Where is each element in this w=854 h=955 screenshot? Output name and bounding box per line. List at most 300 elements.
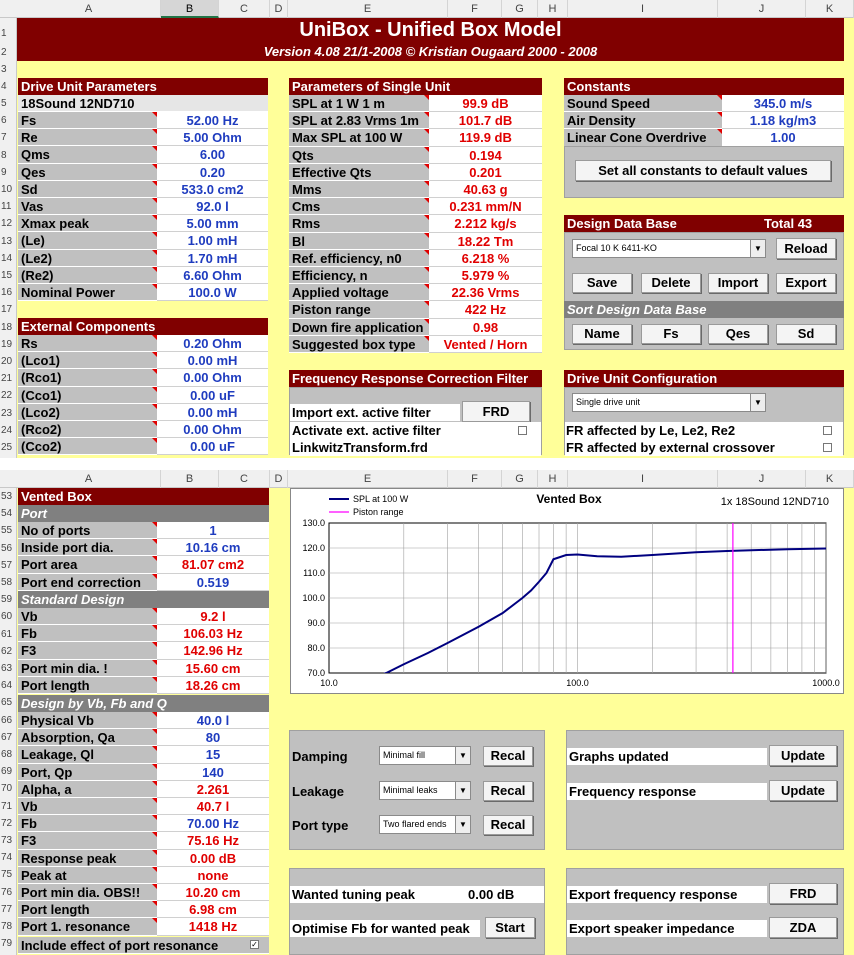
single-unit-label: Ref. efficiency, n0 — [289, 250, 429, 267]
single-unit-row — [289, 215, 542, 232]
optimise-start-button[interactable]: Start — [485, 917, 535, 938]
database-total: Total 43 — [764, 216, 813, 231]
row-header[interactable]: 20 — [1, 356, 13, 367]
constant-row — [564, 112, 844, 129]
design-param-value[interactable]: 75.16 Hz — [157, 832, 269, 849]
design-param-row — [18, 729, 269, 746]
delete-button[interactable]: Delete — [641, 273, 701, 293]
design-param-label: Leakage, Ql — [18, 746, 157, 763]
drive-param-value[interactable]: 1.00 mH — [157, 232, 268, 249]
external-comp-row — [18, 387, 268, 404]
database-select-value: Focal 10 K 6411-KO — [576, 243, 657, 253]
row-header[interactable]: 57 — [1, 559, 13, 571]
column-header[interactable]: C — [219, 0, 270, 18]
port-param-label: Port area — [18, 556, 157, 573]
row-header[interactable]: 11 — [1, 201, 12, 213]
x-tick-label: 100.0 — [566, 678, 589, 688]
column-header[interactable]: E — [288, 470, 448, 488]
single-unit-value[interactable]: 6.218 % — [429, 250, 542, 267]
database-select[interactable] — [572, 239, 766, 258]
column-header[interactable]: G — [502, 0, 538, 18]
single-unit-value[interactable]: Vented / Horn — [429, 336, 542, 353]
column-header[interactable]: J — [718, 0, 806, 18]
port-type-select[interactable] — [379, 815, 471, 834]
drive-param-row — [18, 129, 268, 146]
external-comp-value[interactable]: 0.00 Ohm — [157, 421, 268, 438]
column-header-bar — [0, 0, 854, 18]
row-header[interactable]: 3 — [1, 64, 7, 75]
single-unit-row — [289, 301, 542, 318]
single-unit-row — [289, 233, 542, 250]
single-unit-row — [289, 129, 542, 146]
single-unit-label: Piston range — [289, 301, 429, 318]
design-param-label: F3 — [18, 832, 157, 849]
save-button[interactable]: Save — [572, 273, 632, 293]
std-design-row — [18, 642, 269, 659]
row-header[interactable]: 59 — [1, 594, 13, 606]
port-param-row — [18, 539, 269, 556]
column-header[interactable]: H — [538, 0, 568, 18]
single-unit-label: Max SPL at 100 W — [289, 129, 429, 146]
legend-label: Piston range — [353, 507, 404, 517]
row-header[interactable]: 78 — [1, 921, 13, 932]
port-param-value[interactable]: 1 — [157, 522, 269, 539]
drive-unit-name-row[interactable] — [18, 95, 268, 112]
row-header[interactable]: 15 — [1, 270, 13, 281]
drive-param-value[interactable]: 52.00 Hz — [157, 112, 268, 129]
row-header[interactable]: 77 — [1, 903, 13, 915]
single-unit-row — [289, 147, 542, 164]
single-unit-row — [289, 181, 542, 198]
row-header[interactable]: 5 — [1, 98, 7, 109]
leakage-recal-button[interactable]: Recal — [483, 781, 533, 801]
column-header[interactable]: H — [538, 470, 568, 488]
graphs-update-button[interactable]: Update — [769, 745, 837, 766]
design-param-row — [18, 746, 269, 763]
design-param-row — [18, 832, 269, 849]
design-param-value[interactable]: 0.00 dB — [157, 850, 269, 867]
column-header[interactable]: A — [17, 0, 161, 18]
leakage-label: Leakage — [292, 784, 345, 799]
single-unit-label: Effective Qts — [289, 164, 429, 181]
row-header[interactable]: 75 — [1, 869, 13, 881]
column-header[interactable]: E — [288, 0, 448, 18]
drive-param-value[interactable]: 6.60 Ohm — [157, 267, 268, 284]
design-param-row — [18, 867, 269, 884]
row-header[interactable]: 9 — [1, 166, 7, 178]
design-param-value[interactable]: 40.7 l — [157, 798, 269, 815]
import-filter-label: Import ext. active filter — [292, 405, 431, 420]
port-param-row — [18, 556, 269, 573]
column-header[interactable]: A — [17, 470, 161, 488]
single-unit-row — [289, 284, 542, 301]
row-header[interactable]: 18 — [1, 321, 13, 333]
row-header[interactable]: 13 — [1, 235, 13, 247]
chart-subtitle: 1x 18Sound 12ND710 — [720, 496, 829, 508]
drive-config-select[interactable] — [572, 393, 766, 412]
std-design-row — [18, 608, 269, 625]
drive-param-value[interactable]: 100.0 W — [157, 284, 268, 301]
bottom-pane — [0, 470, 854, 955]
row-header[interactable]: 1 — [1, 28, 7, 39]
constant-row — [564, 95, 844, 112]
export-frd-button[interactable]: FRD — [769, 883, 837, 904]
column-header[interactable]: I — [568, 0, 718, 18]
row-header[interactable]: 2 — [1, 47, 7, 58]
row-header[interactable]: 66 — [1, 714, 13, 726]
design-param-label: Absorption, Qa — [18, 729, 157, 746]
single-unit-value[interactable]: 0.201 — [429, 164, 542, 181]
single-unit-label: Applied voltage — [289, 284, 429, 301]
row-header[interactable]: 71 — [1, 800, 13, 812]
design-param-row — [18, 798, 269, 815]
graphs-updated-label: Graphs updated — [569, 749, 669, 764]
y-tick-label: 120.0 — [302, 543, 325, 553]
reload-button[interactable]: Reload — [776, 238, 836, 259]
design-param-value[interactable]: 15 — [157, 746, 269, 763]
chevron-down-icon[interactable]: ▼ — [455, 816, 470, 833]
drive-param-value[interactable]: 0.20 — [157, 164, 268, 181]
std-design-value[interactable]: 106.03 Hz — [157, 625, 269, 642]
column-header[interactable]: K — [806, 470, 854, 488]
std-design-label: Fb — [18, 625, 157, 642]
design-param-value[interactable]: 10.20 cm — [157, 884, 269, 901]
external-comp-row — [18, 335, 268, 352]
row-header[interactable]: 16 — [1, 287, 13, 299]
design-param-value[interactable]: 1418 Hz — [157, 918, 269, 935]
std-design-row — [18, 625, 269, 642]
external-comp-row — [18, 404, 268, 421]
export-zda-button[interactable]: ZDA — [769, 917, 837, 938]
chevron-down-icon[interactable]: ▼ — [455, 747, 470, 764]
row-header[interactable]: 68 — [1, 749, 13, 760]
sort-qes-button[interactable]: Qes — [708, 324, 768, 344]
external-comp-value[interactable]: 0.00 mH — [157, 352, 268, 369]
drive-param-row — [18, 198, 268, 215]
external-comp-label: (Lco1) — [18, 352, 157, 369]
wanted-peak-label: Wanted tuning peak — [292, 887, 416, 902]
row-header[interactable]: 10 — [1, 184, 13, 195]
external-comp-value[interactable]: 0.00 mH — [157, 404, 268, 421]
leakage-select-value: Minimal leaks — [383, 785, 438, 795]
drive-param-label: Vas — [18, 198, 157, 215]
row-header[interactable]: 56 — [1, 542, 13, 554]
standard-design-header: Standard Design — [18, 591, 269, 608]
row-header[interactable]: 63 — [1, 663, 13, 674]
design-param-label: Physical Vb — [18, 712, 157, 729]
row-header[interactable]: 76 — [1, 886, 13, 898]
drive-param-row — [18, 250, 268, 267]
std-design-value[interactable]: 18.26 cm — [157, 677, 269, 694]
single-unit-value[interactable]: 119.9 dB — [429, 129, 542, 146]
design-param-label: Port 1. resonance — [18, 918, 157, 935]
constant-label: Sound Speed — [564, 95, 722, 112]
frequency-response-chart — [291, 489, 843, 693]
optimise-panel — [289, 868, 545, 955]
single-unit-row — [289, 336, 542, 353]
row-header[interactable]: 24 — [1, 424, 13, 436]
top-pane — [0, 0, 854, 458]
external-comp-label: (Rco2) — [18, 421, 157, 438]
drive-param-label: (Le) — [18, 232, 157, 249]
std-design-row — [18, 677, 269, 694]
port-param-value[interactable]: 10.16 cm — [157, 539, 269, 556]
column-header[interactable]: G — [502, 470, 538, 488]
single-unit-label: SPL at 1 W 1 m — [289, 95, 429, 112]
fr-cross-checkbox[interactable] — [823, 443, 832, 452]
single-unit-label: SPL at 2.83 Vrms 1m — [289, 112, 429, 129]
constant-value[interactable]: 1.00 — [722, 129, 844, 146]
row-header[interactable]: 54 — [1, 508, 13, 520]
design-param-row — [18, 781, 269, 798]
damping-select[interactable] — [379, 746, 471, 765]
row-header[interactable]: 65 — [1, 697, 13, 709]
row-header[interactable]: 17 — [1, 304, 13, 316]
import-button[interactable]: Import — [708, 273, 768, 293]
row-header[interactable]: 19 — [1, 338, 13, 350]
column-header[interactable]: I — [568, 470, 718, 488]
drive-param-value[interactable]: 5.00 mm — [157, 215, 268, 232]
row-header[interactable]: 8 — [1, 149, 7, 161]
single-unit-label: Mms — [289, 181, 429, 198]
activate-filter-checkbox[interactable] — [518, 426, 527, 435]
single-unit-label: Efficiency, n — [289, 267, 429, 284]
drive-param-label: Xmax peak — [18, 215, 157, 232]
export-button[interactable]: Export — [776, 273, 836, 293]
filter-filename[interactable]: LinkwitzTransform.frd — [292, 440, 428, 455]
design-param-label: Port min dia. OBS!! — [18, 884, 157, 901]
constants-header: Constants — [564, 78, 844, 95]
chevron-down-icon[interactable]: ▼ — [455, 782, 470, 799]
single-unit-value[interactable]: 422 Hz — [429, 301, 542, 318]
row-header[interactable]: 6 — [1, 115, 7, 127]
design-param-value[interactable]: 2.261 — [157, 781, 269, 798]
design-param-value[interactable]: 140 — [157, 764, 269, 781]
chart-area — [290, 488, 844, 694]
single-unit-value[interactable]: 40.63 g — [429, 181, 542, 198]
single-unit-value[interactable]: 22.36 Vrms — [429, 284, 542, 301]
export-panel — [566, 868, 844, 955]
external-comp-label: (Cco2) — [18, 438, 157, 455]
design-param-value[interactable]: 70.00 Hz — [157, 815, 269, 832]
export-fr-label: Export frequency response — [569, 887, 738, 902]
drive-param-value[interactable]: 92.0 l — [157, 198, 268, 215]
port-param-label: No of ports — [18, 522, 157, 539]
external-comp-value[interactable]: 0.00 uF — [157, 387, 268, 404]
column-header[interactable]: B — [161, 0, 219, 18]
port-param-label: Inside port dia. — [18, 539, 157, 556]
wanted-peak-value[interactable]: 0.00 dB — [468, 887, 515, 902]
std-design-row — [18, 660, 269, 677]
drive-param-row — [18, 232, 268, 249]
row-header[interactable]: 23 — [1, 407, 13, 419]
drive-param-value[interactable]: 533.0 cm2 — [157, 181, 268, 198]
y-tick-label: 110.0 — [303, 568, 325, 578]
include-port-resonance-checkbox[interactable]: ✓ — [251, 940, 258, 949]
constant-label: Air Density — [564, 112, 722, 129]
external-comp-value[interactable]: 0.00 Ohm — [157, 369, 268, 386]
y-tick-label: 100.0 — [302, 593, 325, 603]
row-header[interactable]: 25 — [1, 442, 13, 453]
drive-param-value[interactable]: 5.00 Ohm — [157, 129, 268, 146]
row-header[interactable]: 22 — [1, 390, 13, 402]
single-unit-label: Down fire application — [289, 319, 429, 336]
y-tick-label: 130.0 — [302, 518, 325, 528]
design-param-label: Peak at — [18, 867, 157, 884]
design-param-label: Vb — [18, 798, 157, 815]
external-comp-row — [18, 438, 268, 455]
single-unit-value[interactable]: 5.979 % — [429, 267, 542, 284]
row-header[interactable]: 62 — [1, 645, 13, 657]
external-comp-row — [18, 369, 268, 386]
single-unit-row — [289, 319, 542, 336]
row-header[interactable]: 74 — [1, 852, 13, 864]
external-comp-row — [18, 352, 268, 369]
port-type-label: Port type — [292, 818, 349, 833]
design-param-value[interactable]: none — [157, 867, 269, 884]
column-header[interactable]: J — [718, 470, 806, 488]
std-design-value[interactable]: 9.2 l — [157, 608, 269, 625]
external-components-header: External Components — [18, 318, 268, 335]
freq-response-label: Frequency response — [569, 784, 697, 799]
port-type-recal-button[interactable]: Recal — [483, 815, 533, 835]
design-vbfbq-header: Design by Vb, Fb and Q — [18, 695, 269, 712]
sort-fs-button[interactable]: Fs — [641, 324, 701, 344]
row-header[interactable]: 69 — [1, 766, 13, 778]
drive-param-value[interactable]: 6.00 — [157, 146, 268, 163]
y-tick-label: 90.0 — [307, 618, 325, 628]
drive-param-row — [18, 284, 268, 301]
single-unit-value[interactable]: 0.231 mm/N — [429, 198, 542, 215]
drive-unit-header: Drive Unit Parameters — [18, 78, 268, 95]
port-param-value[interactable]: 0.519 — [157, 574, 269, 591]
single-unit-row — [289, 267, 542, 284]
x-tick-label: 1000.0 — [812, 678, 840, 688]
single-unit-row — [289, 95, 542, 112]
port-param-row — [18, 574, 269, 591]
database-title: Design Data Base — [567, 216, 677, 231]
single-unit-value[interactable]: 2.212 kg/s — [429, 215, 542, 232]
drive-param-label: Qms — [18, 146, 157, 163]
drive-config-select-value: Single drive unit — [576, 397, 641, 407]
std-design-value[interactable]: 142.96 Hz — [157, 642, 269, 659]
single-unit-value[interactable]: 18.22 Tm — [429, 233, 542, 250]
fr-le-checkbox[interactable] — [823, 426, 832, 435]
design-param-row — [18, 712, 269, 729]
row-header[interactable]: 55 — [1, 525, 13, 537]
external-comp-value[interactable]: 0.20 Ohm — [157, 335, 268, 352]
drive-param-row — [18, 267, 268, 284]
drive-param-row — [18, 164, 268, 181]
row-header[interactable]: 72 — [1, 817, 13, 829]
design-param-value[interactable]: 40.0 l — [157, 712, 269, 729]
external-comp-label: (Lco2) — [18, 404, 157, 421]
row-header[interactable]: 58 — [1, 577, 13, 588]
chevron-down-icon[interactable]: ▼ — [750, 240, 765, 257]
column-header[interactable]: D — [270, 470, 288, 488]
chart-title: Vented Box — [536, 492, 602, 506]
sort-sd-button[interactable]: Sd — [776, 324, 836, 344]
row-header[interactable]: 61 — [1, 628, 13, 640]
column-header[interactable]: K — [806, 0, 854, 18]
column-header[interactable]: F — [448, 0, 502, 18]
freq-response-update-button[interactable]: Update — [769, 780, 837, 801]
single-unit-value[interactable]: 0.194 — [429, 147, 542, 164]
design-param-value[interactable]: 80 — [157, 729, 269, 746]
drive-param-row — [18, 146, 268, 163]
single-unit-value[interactable]: 0.98 — [429, 319, 542, 336]
single-unit-label: Suggested box type — [289, 336, 429, 353]
std-design-label: F3 — [18, 642, 157, 659]
row-header[interactable]: 70 — [1, 783, 13, 795]
drive-unit-name[interactable]: 18Sound 12ND710 — [18, 95, 268, 112]
database-header — [564, 215, 844, 232]
design-param-value[interactable]: 6.98 cm — [157, 901, 269, 918]
row-header[interactable]: 21 — [1, 373, 13, 385]
sort-name-button[interactable]: Name — [572, 324, 632, 344]
drive-param-label: Sd — [18, 181, 157, 198]
drive-param-value[interactable]: 1.70 mH — [157, 250, 268, 267]
constant-row — [564, 129, 844, 146]
design-param-label: Alpha, a — [18, 781, 157, 798]
single-unit-row — [289, 250, 542, 267]
chevron-down-icon[interactable]: ▼ — [750, 394, 765, 411]
row-header[interactable]: 14 — [1, 252, 13, 264]
row-header[interactable]: 73 — [1, 835, 13, 846]
single-unit-header: Parameters of Single Unit — [289, 78, 542, 95]
row-header[interactable]: 67 — [1, 731, 13, 743]
row-header[interactable]: 79 — [1, 938, 13, 950]
row-header[interactable]: 7 — [1, 132, 7, 144]
external-comp-label: Rs — [18, 335, 157, 352]
std-design-value[interactable]: 15.60 cm — [157, 660, 269, 677]
row-header[interactable]: 4 — [1, 81, 7, 92]
row-header[interactable]: 64 — [1, 680, 13, 692]
import-filter-frd-button[interactable]: FRD — [462, 401, 530, 422]
column-header[interactable]: C — [219, 470, 270, 488]
damping-recal-button[interactable]: Recal — [483, 746, 533, 766]
constant-value[interactable]: 345.0 m/s — [722, 95, 844, 112]
port-section-header: Port — [18, 505, 269, 522]
column-header[interactable]: F — [448, 470, 502, 488]
drive-param-row — [18, 112, 268, 129]
legend-label: SPL at 100 W — [353, 494, 409, 504]
single-unit-label: Qts — [289, 147, 429, 164]
default-constants-button[interactable]: Set all constants to default values — [575, 160, 831, 181]
leakage-select[interactable] — [379, 781, 471, 800]
row-header[interactable]: 12 — [1, 218, 13, 230]
column-header[interactable]: B — [161, 470, 219, 488]
single-unit-value[interactable]: 101.7 dB — [429, 112, 542, 129]
version-line: Version 4.08 21/1-2008 © Kristian Ougaard 2000 - 2008 — [17, 43, 844, 61]
optimise-label: Optimise Fb for wanted peak — [292, 921, 470, 936]
std-design-label: Vb — [18, 608, 157, 625]
constant-value[interactable]: 1.18 kg/m3 — [722, 112, 844, 129]
single-unit-row — [289, 198, 542, 215]
y-tick-label: 70.0 — [307, 668, 325, 678]
row-header[interactable]: 53 — [1, 491, 13, 502]
damping-select-value: Minimal fill — [383, 750, 426, 760]
port-param-value[interactable]: 81.07 cm2 — [157, 556, 269, 573]
single-unit-value[interactable]: 99.9 dB — [429, 95, 542, 112]
design-param-row — [18, 884, 269, 901]
drive-param-label: Fs — [18, 112, 157, 129]
external-comp-value[interactable]: 0.00 uF — [157, 438, 268, 455]
port-param-label: Port end correction — [18, 574, 157, 591]
design-param-row — [18, 901, 269, 918]
column-header[interactable]: D — [270, 0, 288, 18]
row-header[interactable]: 60 — [1, 611, 13, 623]
